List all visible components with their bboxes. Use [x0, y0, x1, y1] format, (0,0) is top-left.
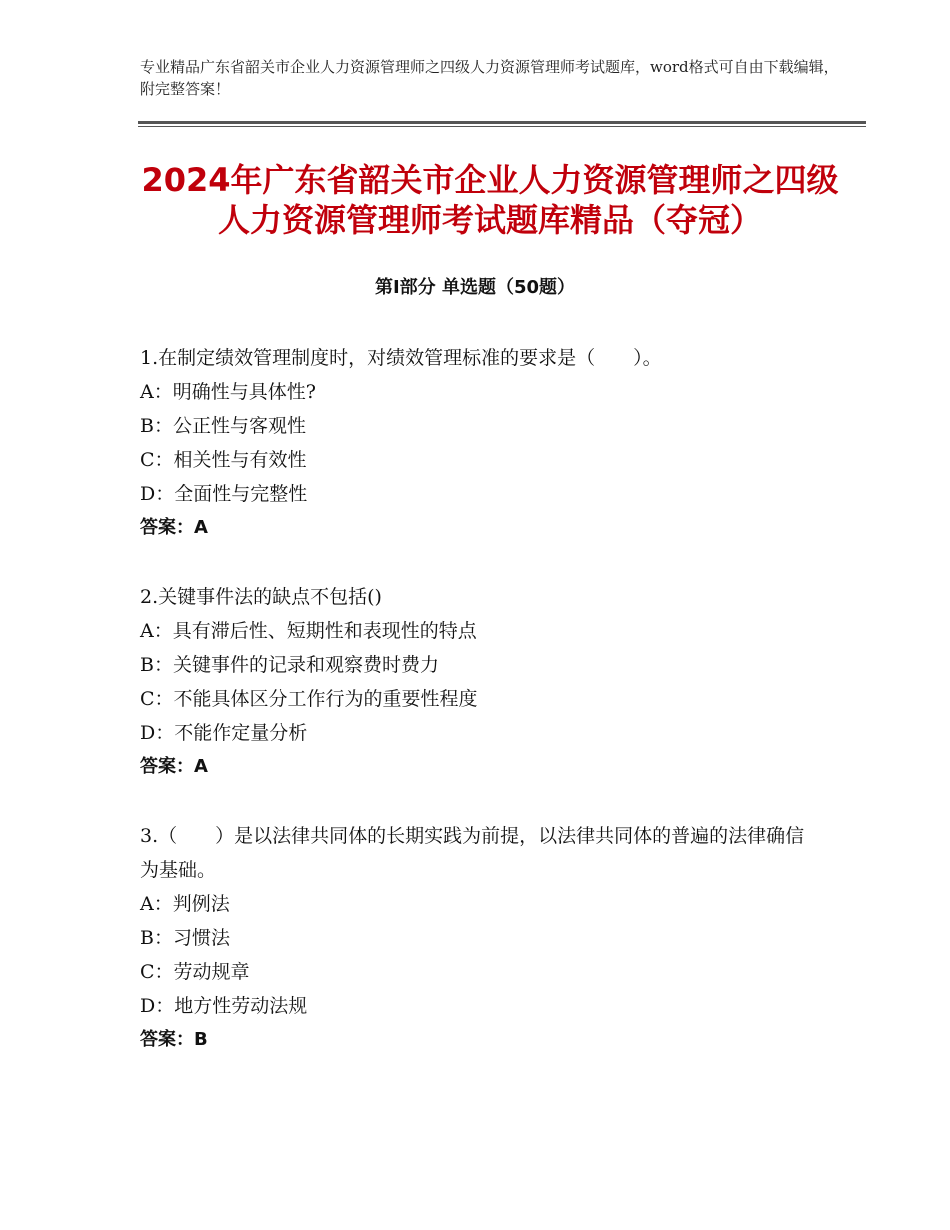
answer: 答案：B: [140, 1029, 208, 1050]
answer: 答案：A: [140, 517, 208, 538]
option-d: D：地方性劳动法规: [140, 995, 308, 1017]
question-1: [140, 341, 820, 545]
question-stem: 1.在制定绩效管理制度时，对绩效管理标准的要求是（ ）。: [140, 347, 662, 369]
header-divider-thick: [138, 121, 866, 124]
question-2: [140, 580, 820, 784]
answer: 答案：A: [140, 756, 208, 777]
question-3: [140, 819, 820, 1057]
option-c: C：不能具体区分工作行为的重要性程度: [140, 688, 478, 710]
option-d: D：全面性与完整性: [140, 483, 308, 505]
option-a: A：具有滞后性、短期性和表现性的特点: [140, 620, 477, 642]
section-heading: 第Ⅰ部分 单选题（50题）: [374, 277, 575, 298]
option-b: B：习惯法: [140, 927, 230, 949]
option-c: C：劳动规章: [140, 961, 250, 983]
question-stem: 2.关键事件法的缺点不包括(): [140, 586, 382, 608]
option-d: D：不能作定量分析: [140, 722, 308, 744]
question-stem: 3.（ ）是以法律共同体的长期实践为前提，以法律共同体的普遍的法律确信为基础。: [140, 825, 805, 881]
header-note: 专业精品广东省韶关市企业人力资源管理师之四级人力资源管理师考试题库，word格式可自由下载编辑，附完整答案！: [140, 58, 839, 98]
option-a: A：判例法: [140, 893, 230, 915]
option-b: B：关键事件的记录和观察费时费力: [140, 654, 439, 676]
document-title: 2024年广东省韶关市企业人力资源管理师之四级人力资源管理师考试题库精品（夺冠）: [141, 161, 839, 239]
option-b: B：公正性与客观性: [140, 415, 306, 437]
option-a: A：明确性与具体性?: [140, 381, 316, 403]
header-divider-thin: [138, 126, 866, 127]
option-c: C：相关性与有效性: [140, 449, 307, 471]
